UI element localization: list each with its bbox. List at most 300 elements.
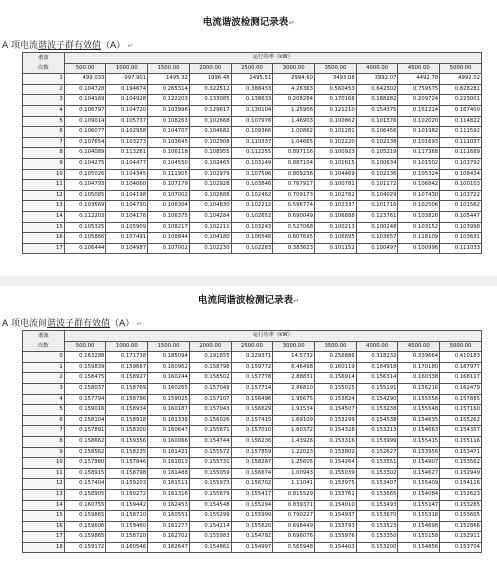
column-header: 3000.00 [273, 341, 315, 352]
harmonic-order-cell: 3 [23, 95, 65, 106]
value-cell: 0.154907 [398, 458, 440, 469]
value-cell: 0.160546 [106, 542, 148, 553]
column-header: 5000.00 [440, 63, 482, 74]
value-cell: 0.194674 [106, 84, 148, 95]
value-cell: 0.107002 [148, 190, 190, 201]
value-cell: 0.105909 [106, 222, 148, 233]
table-row [23, 84, 482, 95]
value-cell: 0.153551 [356, 458, 398, 469]
value-cell: 997.901 [106, 74, 148, 85]
value-cell: 1495.32 [148, 74, 190, 85]
harmonic-order-cell: 3 [23, 383, 65, 394]
value-cell: 0.157107 [189, 394, 231, 405]
value-cell: 0.105737 [106, 116, 148, 127]
value-cell: 0.153302 [356, 468, 398, 479]
harmonic-order-cell: 4 [23, 105, 65, 116]
value-cell: 0.100213 [315, 222, 357, 233]
value-cell: 0.767917 [273, 180, 315, 191]
harmonic-order-cell: 7 [23, 426, 65, 437]
table-row [23, 426, 482, 437]
value-cell: 0.129617 [189, 105, 231, 116]
value-cell: 0.154548 [189, 500, 231, 511]
column-header: 3500.00 [315, 341, 357, 352]
value-cell: 0.102979 [189, 169, 231, 180]
value-cell: 0.156674 [231, 468, 273, 479]
value-cell: 0.153493 [356, 500, 398, 511]
value-cell: 0.897116 [273, 148, 315, 159]
value-cell: 0.339664 [398, 352, 440, 363]
value-cell: 0.152627 [356, 447, 398, 458]
value-cell: 0.106444 [64, 243, 106, 254]
value-cell: 0.188282 [356, 95, 398, 106]
value-cell: 0.154357 [440, 426, 482, 437]
harmonic-order-cell: 10 [23, 169, 65, 180]
value-cell: 0.159839 [64, 362, 106, 373]
header-group-label: 运行功率（kW） [64, 53, 481, 64]
value-cell: 0.104550 [148, 158, 190, 169]
value-cell: 0.158927 [106, 373, 148, 384]
value-cell: 0.104198 [106, 190, 148, 201]
value-cell: 0.208284 [273, 95, 315, 106]
value-cell: 0.155976 [315, 532, 357, 543]
harmonic-order-cell: 17 [23, 532, 65, 543]
value-cell: 0.155983 [189, 532, 231, 543]
value-cell: 0.560453 [315, 84, 357, 95]
value-cell: 1.00862 [273, 127, 315, 138]
value-cell: 0.101615 [315, 158, 357, 169]
value-cell: 0.153704 [440, 542, 482, 553]
value-cell: 1.60372 [273, 426, 315, 437]
value-cell: 0.138633 [231, 95, 273, 106]
harmonic-order-cell: 4 [23, 394, 65, 405]
value-cell: 0.104830 [189, 201, 231, 212]
value-cell: 0.155409 [398, 479, 440, 490]
value-cell: 0.156629 [231, 405, 273, 416]
value-cell: 0.155039 [315, 468, 357, 479]
value-cell: 0.161214 [398, 105, 440, 116]
value-cell: 0.154698 [398, 521, 440, 532]
value-cell: 0.104180 [189, 233, 231, 244]
value-cell: 0.607695 [273, 233, 315, 244]
value-cell: 0.102220 [315, 137, 357, 148]
column-header: 500.00 [64, 341, 106, 352]
value-cell: 0.103149 [231, 158, 273, 169]
value-cell: 0.159772 [231, 362, 273, 373]
value-cell: 0.103273 [106, 137, 148, 148]
value-cell: 0.410183 [440, 352, 482, 363]
value-cell: 0.104176 [106, 211, 148, 222]
value-cell: 0.156496 [231, 394, 273, 405]
value-cell: 0.158502 [189, 373, 231, 384]
header-row [23, 53, 482, 64]
value-cell: 0.157778 [231, 373, 273, 384]
value-cell: 0.161338 [148, 415, 190, 426]
table-row [23, 532, 482, 543]
table-row [23, 180, 482, 191]
value-cell: 0.104469 [315, 169, 357, 180]
value-cell: 0.111037 [440, 137, 482, 148]
value-cell: 1.43926 [273, 436, 315, 447]
value-cell: 0.104793 [64, 180, 106, 191]
value-cell: 0.155548 [398, 405, 440, 416]
value-cell: 2.86810 [273, 383, 315, 394]
value-cell: 0.102136 [356, 169, 398, 180]
column-header: 4000.00 [356, 341, 398, 352]
value-cell: 0.101716 [356, 201, 398, 212]
value-cell: 0.322512 [189, 84, 231, 95]
value-cell: 0.154403 [315, 542, 357, 553]
value-cell: 0.209724 [398, 95, 440, 106]
value-cell: 0.158037 [64, 383, 106, 394]
value-cell: 0.157714 [231, 383, 273, 394]
value-cell: 0.100781 [315, 180, 357, 191]
value-cell: 0.159016 [64, 405, 106, 416]
harmonic-order-cell: 8 [23, 148, 65, 159]
value-cell: 0.759575 [398, 84, 440, 95]
value-cell: 0.153665 [356, 489, 398, 500]
value-cell: 0.104169 [64, 95, 106, 106]
harmonic-order-cell: 12 [23, 190, 65, 201]
value-cell: 0.107491 [106, 233, 148, 244]
value-cell: 0.104477 [106, 158, 148, 169]
value-cell: 0.103846 [231, 180, 273, 191]
harmonic-order-cell: 1 [23, 362, 65, 373]
value-cell: 1.25906 [273, 105, 315, 116]
value-cell: 0.105085 [64, 190, 106, 201]
harmonic-order-cell: 18 [23, 542, 65, 553]
value-cell: 0.159865 [64, 532, 106, 543]
value-cell: 0.103631 [440, 233, 482, 244]
harmonic-order-cell: 1 [23, 74, 65, 85]
value-cell: 0.167400 [440, 105, 482, 116]
value-cell: 0.101693 [398, 137, 440, 148]
value-cell: 0.162479 [440, 383, 482, 394]
column-header: 1000.00 [106, 341, 148, 352]
value-cell: 0.160962 [148, 362, 190, 373]
value-cell: 0.168117 [440, 373, 482, 384]
value-cell: 0.102668 [189, 116, 231, 127]
table1-title: 电流谐波检测记录表↵ [202, 17, 295, 28]
value-cell: 1.91534 [273, 405, 315, 416]
value-cell: 0.106895 [315, 233, 357, 244]
harmonic-order-cell: 13 [23, 201, 65, 212]
table-row [23, 352, 482, 363]
value-cell: 0.102337 [315, 201, 357, 212]
column-header: 2500.00 [231, 63, 273, 74]
value-cell: 0.101502 [398, 158, 440, 169]
value-cell: 0.157846 [106, 458, 148, 469]
column-header: 2000.00 [189, 63, 231, 74]
value-cell: 0.887104 [273, 158, 315, 169]
value-cell: 0.155294 [231, 500, 273, 511]
corner-label-bottom: 次数 [38, 343, 49, 350]
table-row [23, 127, 482, 138]
value-cell: 0.160272 [106, 489, 148, 500]
value-cell: 1.69109 [273, 415, 315, 426]
value-cell: 0.101172 [356, 180, 398, 191]
value-cell: 0.104345 [106, 169, 148, 180]
value-cell: 0.101281 [315, 127, 357, 138]
value-cell: 0.159172 [64, 542, 106, 553]
value-cell: 0.596774 [273, 201, 315, 212]
value-cell: 0.105026 [64, 169, 106, 180]
table-row [23, 447, 482, 458]
header-group-label: 运行功率（kW） [64, 331, 481, 342]
value-cell: 0.104987 [106, 243, 148, 254]
value-cell: 0.152623 [440, 489, 482, 500]
harmonic-order-cell: 6 [23, 415, 65, 426]
table2-grid [22, 330, 482, 553]
value-cell: 0.108955 [189, 148, 231, 159]
value-cell: 0.155158 [398, 532, 440, 543]
value-cell: 0.160755 [64, 500, 106, 511]
harmonic-order-cell: 16 [23, 233, 65, 244]
value-cell: 0.155572 [189, 447, 231, 458]
value-cell: 0.152949 [440, 468, 482, 479]
value-cell: 0.153824 [315, 394, 357, 405]
value-cell: 0.155025 [315, 383, 357, 394]
value-cell: 0.100103 [440, 180, 482, 191]
value-cell: 0.828281 [440, 84, 482, 95]
column-header: 3500.00 [315, 63, 357, 74]
header-row [23, 331, 482, 342]
table-row [23, 105, 482, 116]
value-cell: 0.170168 [315, 95, 357, 106]
value-cell: 0.809236 [273, 169, 315, 180]
value-cell: 0.161813 [148, 458, 190, 469]
harmonic-order-cell: 5 [23, 116, 65, 127]
value-cell: 0.153316 [315, 436, 357, 447]
value-cell: 0.815529 [273, 489, 315, 500]
harmonic-order-cell: 0 [23, 352, 65, 363]
value-cell: 0.156914 [315, 373, 357, 384]
value-cell: 0.163288 [64, 352, 106, 363]
value-cell: 0.154627 [398, 468, 440, 479]
table-row [23, 137, 482, 148]
value-cell: 0.100634 [356, 158, 398, 169]
value-cell: 0.105219 [356, 148, 398, 159]
value-cell: 0.103722 [440, 190, 482, 201]
value-cell: 4992.02 [440, 74, 482, 85]
value-cell: 0.107596 [231, 169, 273, 180]
value-cell: 0.103243 [231, 222, 273, 233]
value-cell: 0.154792 [231, 532, 273, 543]
value-cell: 0.155318 [398, 511, 440, 522]
harmonic-order-cell: 14 [23, 500, 65, 511]
value-cell: 0.191655 [189, 352, 231, 363]
table-row [23, 489, 482, 500]
value-cell: 0.130104 [231, 105, 273, 116]
value-cell: 0.154010 [315, 500, 357, 511]
value-cell: 0.153285 [440, 500, 482, 511]
column-header: 4500.00 [398, 341, 440, 352]
value-cell: 0.185094 [148, 352, 190, 363]
value-cell: 0.122203 [148, 95, 190, 106]
table-row [23, 405, 482, 416]
value-cell: 0.157980 [64, 458, 106, 469]
value-cell: 0.101376 [356, 116, 398, 127]
value-cell: 0.154635 [398, 415, 440, 426]
value-cell: 0.158710 [106, 511, 148, 522]
value-cell: 0.102020 [398, 116, 440, 127]
value-cell: 0.102506 [398, 201, 440, 212]
column-header: 5000.00 [440, 341, 482, 352]
value-cell: 0.106077 [64, 127, 106, 138]
value-cell: 0.154937 [315, 511, 357, 522]
value-cell: 0.159667 [106, 362, 148, 373]
value-cell: 0.155415 [398, 436, 440, 447]
table-row [23, 479, 482, 490]
harmonic-order-cell: 5 [23, 405, 65, 416]
table-row [23, 158, 482, 169]
value-cell: 1.11041 [273, 479, 315, 490]
column-header: 1500.00 [148, 63, 190, 74]
value-cell: 0.157160 [440, 405, 482, 416]
value-cell: 0.155679 [189, 489, 231, 500]
value-cell: 0.154214 [189, 521, 231, 532]
value-cell: 0.100923 [315, 148, 357, 159]
value-cell: 0.106375 [148, 211, 190, 222]
table-row [23, 222, 482, 233]
value-cell: 0.158287 [231, 458, 273, 469]
value-cell: 0.153523 [356, 521, 398, 532]
table-row [23, 394, 482, 405]
harmonic-order-cell: 9 [23, 447, 65, 458]
value-cell: 0.383623 [273, 243, 315, 254]
value-cell: 0.161421 [148, 447, 190, 458]
harmonic-order-cell: 15 [23, 511, 65, 522]
value-cell: 0.156236 [231, 436, 273, 447]
value-cell: 0.156026 [189, 415, 231, 426]
corner-label-bottom: 次数 [38, 65, 49, 72]
value-cell: 0.153562 [440, 458, 482, 469]
value-cell: 0.153670 [356, 511, 398, 522]
value-cell: 4.26363 [273, 84, 315, 95]
value-cell: 0.153407 [356, 479, 398, 490]
harmonic-order-cell: 12 [23, 479, 65, 490]
value-cell: 0.104089 [64, 148, 106, 159]
value-cell: 0.104275 [64, 158, 106, 169]
value-cell: 0.104928 [106, 95, 148, 106]
column-header: 2500.00 [231, 341, 273, 352]
table-row [23, 95, 482, 106]
value-cell: 0.101152 [315, 243, 357, 254]
value-cell: 0.159442 [106, 500, 148, 511]
value-cell: 0.160338 [398, 373, 440, 384]
value-cell: 0.154997 [231, 542, 273, 553]
table-row [23, 233, 482, 244]
value-cell: 0.155973 [189, 479, 231, 490]
harmonic-order-cell: 2 [23, 84, 65, 95]
value-cell: 0.106304 [148, 201, 190, 212]
value-cell: 0.103998 [440, 222, 482, 233]
value-cell: 0.158562 [64, 447, 106, 458]
value-cell: 0.839371 [273, 500, 315, 511]
value-cell: 0.162702 [148, 532, 190, 543]
value-cell: 0.104060 [106, 180, 148, 191]
harmonic-order-cell: 7 [23, 137, 65, 148]
harmonic-order-cell: 9 [23, 158, 65, 169]
value-cell: 0.161511 [148, 479, 190, 490]
value-cell: 0.157043 [189, 405, 231, 416]
harmonic-order-cell: 17 [23, 243, 65, 254]
value-cell: 0.158475 [64, 373, 106, 384]
value-cell: 0.111689 [440, 148, 482, 159]
value-cell: 0.104029 [356, 190, 398, 201]
value-cell: 0.102958 [106, 127, 148, 138]
value-cell: 0.104707 [148, 127, 190, 138]
value-cell: 2495.51 [231, 74, 273, 85]
value-cell: 0.155620 [231, 521, 273, 532]
value-cell: 0.102688 [189, 190, 231, 201]
page-break-separator [0, 276, 497, 286]
harmonic-order-cell: 14 [23, 211, 65, 222]
value-cell: 0.265314 [148, 84, 190, 95]
value-cell: 0.100996 [398, 243, 440, 254]
value-cell: 0.642302 [356, 84, 398, 95]
value-cell: 0.123761 [356, 211, 398, 222]
value-cell: 0.158769 [106, 383, 148, 394]
value-cell: 0.160647 [148, 426, 190, 437]
harmonic-order-cell: 16 [23, 521, 65, 532]
value-cell: 0.160265 [148, 383, 190, 394]
value-cell: 0.154744 [189, 436, 231, 447]
table1-subtitle: A 项电流谐波子群有效值（A） ↵ [2, 41, 134, 51]
value-cell: 0.153975 [315, 479, 357, 490]
value-cell: 0.105866 [64, 233, 106, 244]
value-cell: 0.318232 [356, 352, 398, 363]
value-cell: 0.133085 [189, 95, 231, 106]
value-cell: 0.103792 [440, 158, 482, 169]
value-cell: 0.154856 [398, 542, 440, 553]
value-cell: 0.111033 [440, 243, 482, 254]
value-cell: 0.109366 [231, 127, 273, 138]
table-row [23, 458, 482, 469]
value-cell: 0.103645 [148, 137, 190, 148]
value-cell: 0.107654 [64, 137, 106, 148]
value-cell: 0.117368 [398, 148, 440, 159]
column-header: 3000.00 [273, 63, 315, 74]
value-cell: 0.109014 [64, 116, 106, 127]
corner-label-top: 谐波 [38, 333, 49, 340]
column-header: 1000.00 [106, 63, 148, 74]
value-cell: 0.153793 [315, 521, 357, 532]
value-cell: 0.161277 [148, 521, 190, 532]
value-cell: 0.158300 [106, 426, 148, 437]
value-cell: 0.158798 [189, 362, 231, 373]
value-cell: 0.155731 [189, 458, 231, 469]
value-cell: 0.159356 [106, 436, 148, 447]
value-cell: 0.154861 [189, 542, 231, 553]
value-cell: 0.155556 [398, 394, 440, 405]
value-cell: 0.160119 [315, 362, 357, 373]
table-row [23, 511, 482, 522]
value-cell: 0.158918 [106, 415, 148, 426]
value-cell: 0.170180 [398, 362, 440, 373]
value-cell: 499.033 [64, 74, 106, 85]
table1-grid [22, 52, 482, 254]
value-cell: 0.159025 [148, 394, 190, 405]
value-cell: 0.158662 [64, 436, 106, 447]
table-row [23, 201, 482, 212]
value-cell: 2994.60 [273, 74, 315, 85]
value-cell: 0.103996 [148, 105, 190, 116]
value-cell: 0.154663 [398, 426, 440, 437]
value-cell: 0.101982 [398, 127, 440, 138]
value-cell: 0.100497 [356, 243, 398, 254]
value-cell: 0.158786 [106, 394, 148, 405]
value-cell: 0.157404 [64, 479, 106, 490]
